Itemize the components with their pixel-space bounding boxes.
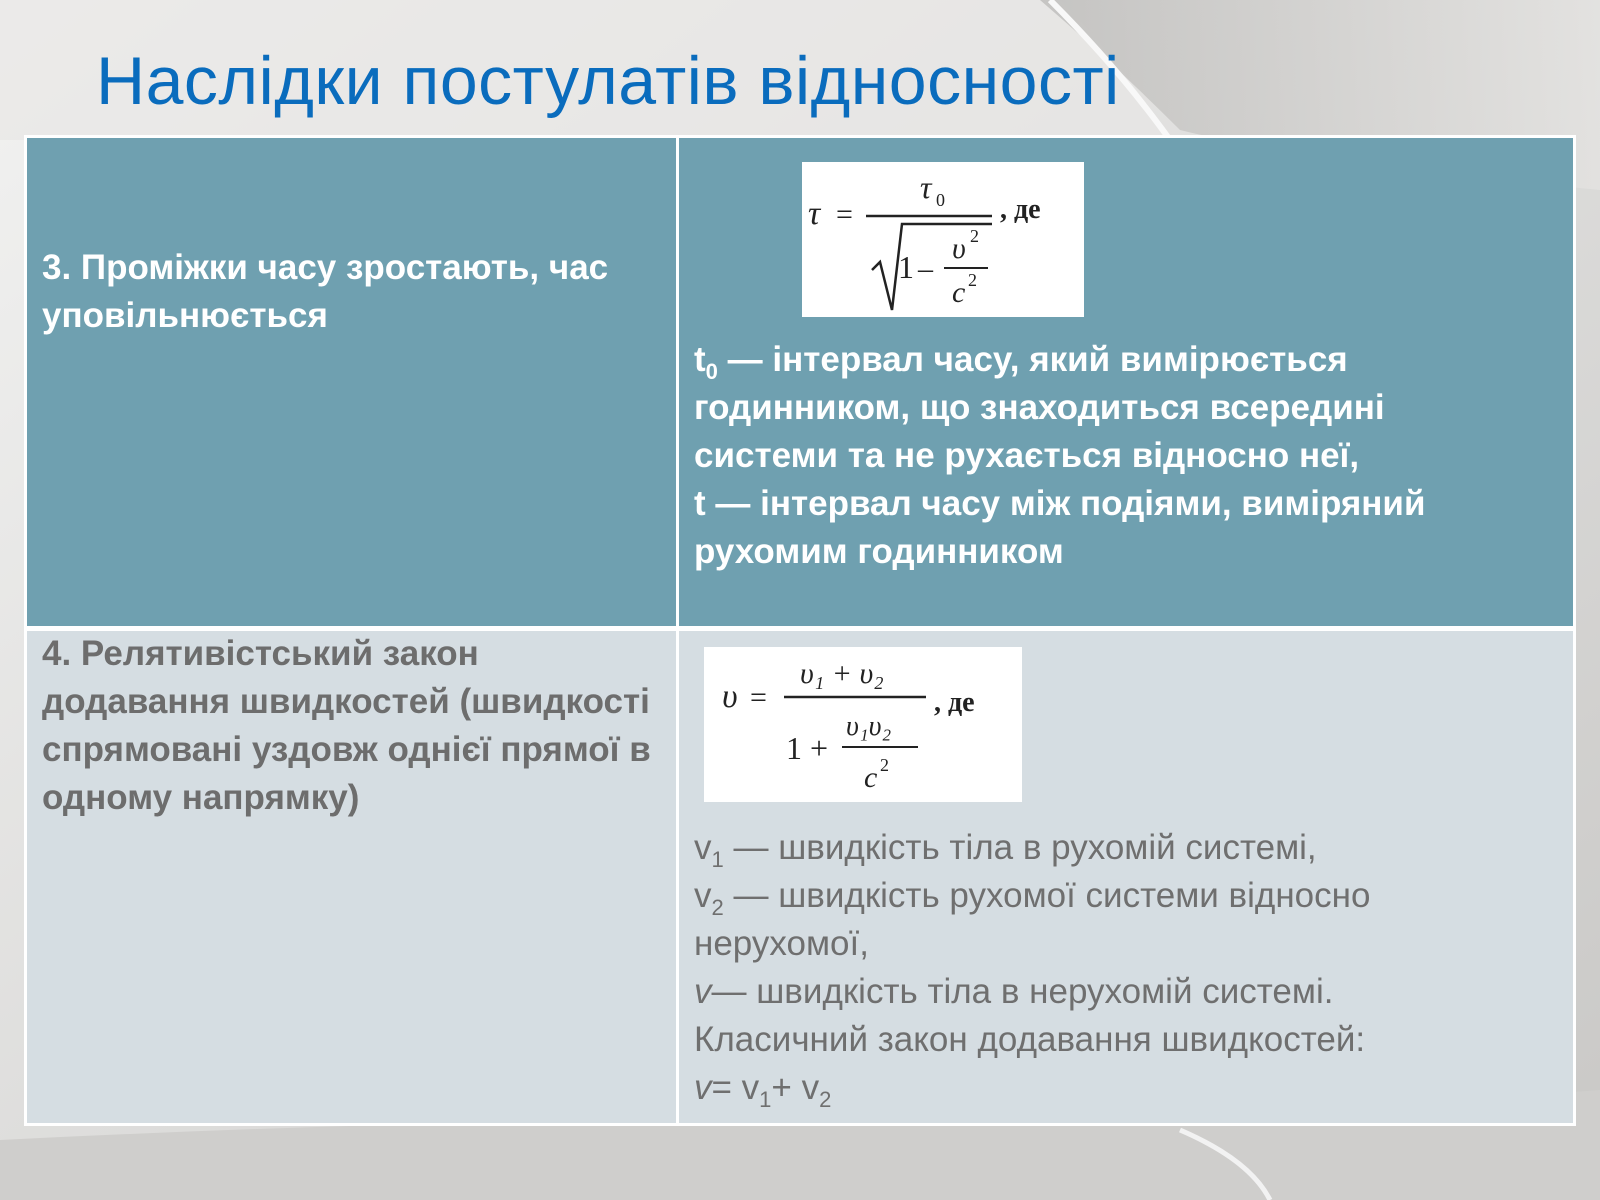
velocity-addition-formula: [704, 647, 1022, 802]
row3-desc-line4: t — інтервал часу між подіями, виміряний: [694, 484, 1426, 523]
v-formula-num: υ₁ + υ₂: [800, 657, 884, 690]
formula-numerator-sub: 0: [936, 190, 945, 210]
row3-label: 3. Проміжки часу зростають, час уповільнюється: [42, 248, 609, 335]
row-divider: [27, 626, 1573, 631]
v-formula-suffix: , де: [934, 687, 975, 718]
row4-desc-v1: $v_1$ — швидкість тіла в рухомій системі,: [694, 828, 1317, 872]
row3-description: [694, 336, 1564, 576]
v-formula-den-one: 1 +: [786, 730, 829, 766]
row3-desc-line3: системи та не рухається відносно неї,: [694, 436, 1360, 475]
row4-label: 4. Релятивістський закон додавання швидкостей (швидкості спрямовані уздовж однієї прямої в одному напрямку): [42, 634, 651, 817]
formula-numerator: τ: [920, 169, 932, 205]
row3-desc-line1: $t_0$ — інтервал часу, який вимірюється: [694, 340, 1348, 384]
slide-title: Наслідки постулатів відносності: [96, 43, 1120, 119]
consequences-table: [24, 135, 1576, 1126]
row4-content-cell: [677, 628, 1573, 1123]
row4-label-cell: [27, 628, 677, 1123]
v-formula-inner-num: υ₁υ₂: [846, 711, 892, 742]
row3-desc-line2: годинником, що знаходиться всередині: [694, 388, 1385, 427]
row4-desc-classic-eq: $v= v_1+ v_2$: [694, 1068, 832, 1112]
time-dilation-formula: [802, 162, 1084, 317]
formula-eq: =: [836, 198, 853, 231]
v-formula-inner-den-sup: 2: [880, 755, 889, 775]
formula-frac-den-sup: 2: [968, 270, 977, 290]
row3-label-cell: [27, 138, 677, 628]
v-formula-lhs: υ: [722, 678, 738, 715]
formula-frac-num: υ: [952, 232, 966, 265]
row4-desc-v2-cont: нерухомої,: [694, 924, 869, 963]
formula-frac-num-sup: 2: [970, 226, 979, 246]
v-formula-inner-den: c: [864, 761, 878, 794]
formula-one: 1: [898, 249, 914, 285]
row3-desc-line5: рухомим годинником: [694, 532, 1064, 571]
row4-desc-v2: $v_2$ — швидкість рухомої системи відносно: [694, 876, 1371, 920]
formula-frac-den: c: [952, 276, 966, 309]
formula-minus: –: [918, 252, 933, 285]
row4-desc-classic: Класичний закон додавання швидкостей:: [694, 1020, 1366, 1059]
row4-description: [694, 824, 1564, 1112]
v-formula-eq: =: [750, 681, 767, 714]
formula-lhs: τ: [808, 195, 821, 232]
row4-desc-v: v— швидкість тіла в нерухомій системі.: [694, 972, 1334, 1011]
formula-suffix: , де: [1000, 194, 1041, 225]
row3-content-cell: [677, 138, 1573, 628]
